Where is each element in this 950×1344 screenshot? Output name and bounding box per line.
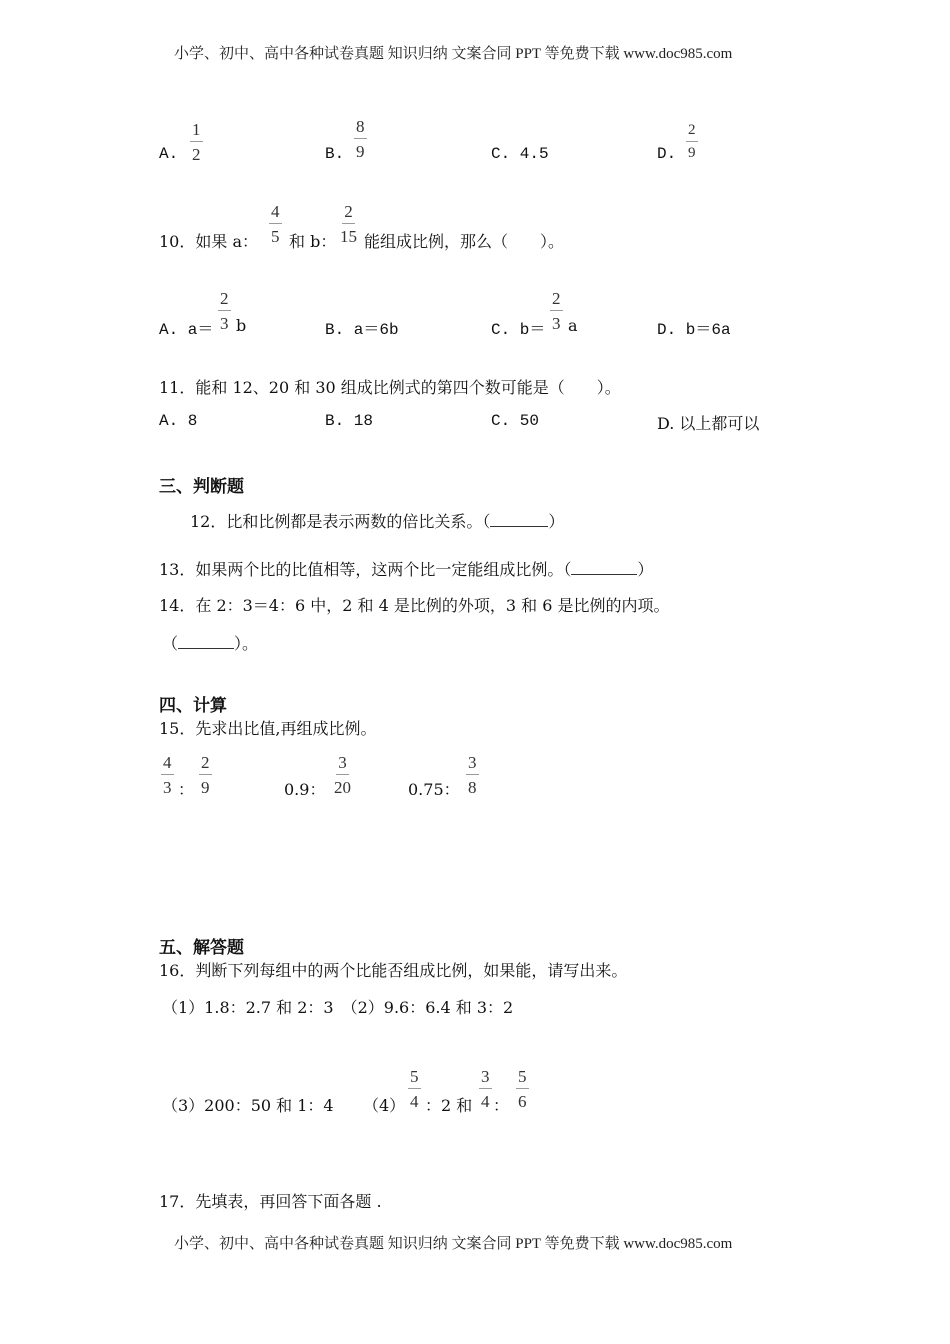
q10-fraction-1 — [269, 203, 282, 245]
numerator: 3 — [336, 754, 349, 775]
q12 — [190, 509, 564, 532]
q10-option-d: D. b＝6a — [657, 321, 731, 339]
q15-expr3-prefix: 0.75： — [408, 780, 460, 799]
numerator: 4 — [161, 754, 174, 775]
q12-answer-blank[interactable] — [490, 512, 548, 527]
footer-banner: 小学、初中、高中各种试卷真题 知识归纳 文案合同 PPT 等免费下载 www.doc985.com — [174, 1236, 733, 1252]
q10-option-a-pre: A. a＝ — [159, 321, 214, 339]
q10-option-b: B. a＝6b — [325, 321, 399, 339]
q15-expr2-fraction — [334, 754, 351, 796]
numerator: 1 — [190, 121, 203, 142]
q9-option-d-fraction — [686, 123, 698, 161]
q13-close: ） — [637, 560, 654, 579]
denominator: 15 — [340, 227, 357, 246]
denominator: 20 — [334, 778, 351, 797]
numerator: 2 — [686, 123, 698, 142]
q15-expr1-fraction-a — [161, 754, 174, 796]
q11-stem: 11．能和 12、20 和 30 组成比例式的第四个数可能是（ ）。 — [159, 378, 621, 397]
q16-part-4-mid: ：2 和 — [425, 1096, 473, 1115]
denominator: 3 — [163, 778, 172, 797]
section-5-title: 五、解答题 — [159, 938, 244, 958]
q10-option-c-fraction — [550, 290, 563, 332]
denominator: 4 — [410, 1092, 419, 1111]
q10-fraction-2 — [340, 203, 357, 245]
q9-option-a-fraction — [190, 121, 203, 163]
denominator: 4 — [481, 1092, 490, 1111]
numerator: 2 — [550, 290, 563, 311]
q12-close: ） — [548, 512, 565, 531]
q13-text: 13．如果两个比的比值相等，这两个比一定能组成比例。（ — [159, 560, 572, 579]
q16-part-4-colon: ： — [493, 1096, 510, 1115]
q15-expr3-fraction — [466, 754, 479, 796]
q13-answer-blank[interactable] — [571, 560, 637, 575]
q10-stem-part3: 能组成比例，那么（ ）。 — [364, 232, 565, 251]
header-banner: 小学、初中、高中各种试卷真题 知识归纳 文案合同 PPT 等免费下载 www.doc985.com — [174, 46, 733, 62]
q15-expr2-prefix: 0.9： — [284, 780, 326, 799]
q17-stem: 17．先填表，再回答下面各题 . — [159, 1192, 382, 1211]
q16-part-3: （3）200：50 和 1：4 — [162, 1096, 334, 1115]
q15-expr1-fraction-b — [199, 754, 212, 796]
q10-stem-part2: 和 b： — [289, 232, 337, 251]
q9-option-b-fraction — [354, 118, 367, 160]
q14-open: （ — [162, 634, 179, 653]
numerator: 4 — [269, 203, 282, 224]
denominator: 5 — [271, 227, 280, 246]
q9-option-a-label: A. — [159, 145, 179, 163]
q10-stem-part1: 10．如果 a： — [159, 232, 258, 251]
q10-option-c-pre: C. b＝ — [491, 321, 546, 339]
q13 — [159, 557, 653, 580]
section-4-title: 四、计算 — [159, 696, 227, 716]
q12-text: 12．比和比例都是表示两数的倍比关系。（ — [190, 512, 491, 531]
q14: 14．在 2：3＝4：6 中，2 和 4 是比例的外项，3 和 6 是比例的内项。 — [159, 596, 670, 615]
q10-option-a-post: b — [236, 316, 247, 335]
denominator: 9 — [356, 142, 365, 161]
q9-option-b-label: B. — [325, 145, 345, 163]
denominator: 6 — [518, 1092, 527, 1111]
numerator: 5 — [516, 1068, 529, 1089]
numerator: 8 — [354, 118, 367, 139]
q11-option-a: A. 8 — [159, 412, 198, 430]
section-3-title: 三、判断题 — [159, 477, 244, 497]
q16-parts-1-2: （1）1.8：2.7 和 2：3 （2）9.6：6.4 和 3：2 — [162, 998, 514, 1017]
q16-part-4-fraction-2 — [479, 1068, 492, 1110]
q14-close: ）。 — [234, 634, 259, 653]
denominator: 2 — [192, 145, 201, 164]
q11-option-b: B. 18 — [325, 412, 374, 430]
q9-option-d-label: D. — [657, 145, 677, 163]
q11-option-d: D. 以上都可以 — [657, 414, 760, 433]
numerator: 3 — [479, 1068, 492, 1089]
q16-part-4-label: （4） — [363, 1096, 406, 1115]
q16-part-4-fraction-1 — [408, 1068, 421, 1110]
numerator: 5 — [408, 1068, 421, 1089]
denominator: 3 — [552, 314, 561, 333]
q9-option-c: C. 4.5 — [491, 145, 549, 163]
q15-expr1-colon: ： — [178, 780, 195, 799]
q16-stem: 16．判断下列每组中的两个比能否组成比例，如果能，请写出来。 — [159, 961, 628, 980]
q14-answer-line — [162, 631, 258, 654]
q14-answer-blank[interactable] — [178, 634, 234, 649]
denominator: 8 — [468, 778, 477, 797]
q11-option-c: C. 50 — [491, 412, 540, 430]
denominator: 9 — [688, 145, 696, 161]
q10-option-c-post: a — [568, 316, 578, 335]
denominator: 9 — [201, 778, 210, 797]
denominator: 3 — [220, 314, 229, 333]
q15-stem: 15．先求出比值,再组成比例。 — [159, 719, 377, 738]
q16-part-4-fraction-3 — [516, 1068, 529, 1110]
numerator: 2 — [218, 290, 231, 311]
numerator: 2 — [199, 754, 212, 775]
numerator: 3 — [466, 754, 479, 775]
q10-option-a-fraction — [218, 290, 231, 332]
numerator: 2 — [342, 203, 355, 224]
